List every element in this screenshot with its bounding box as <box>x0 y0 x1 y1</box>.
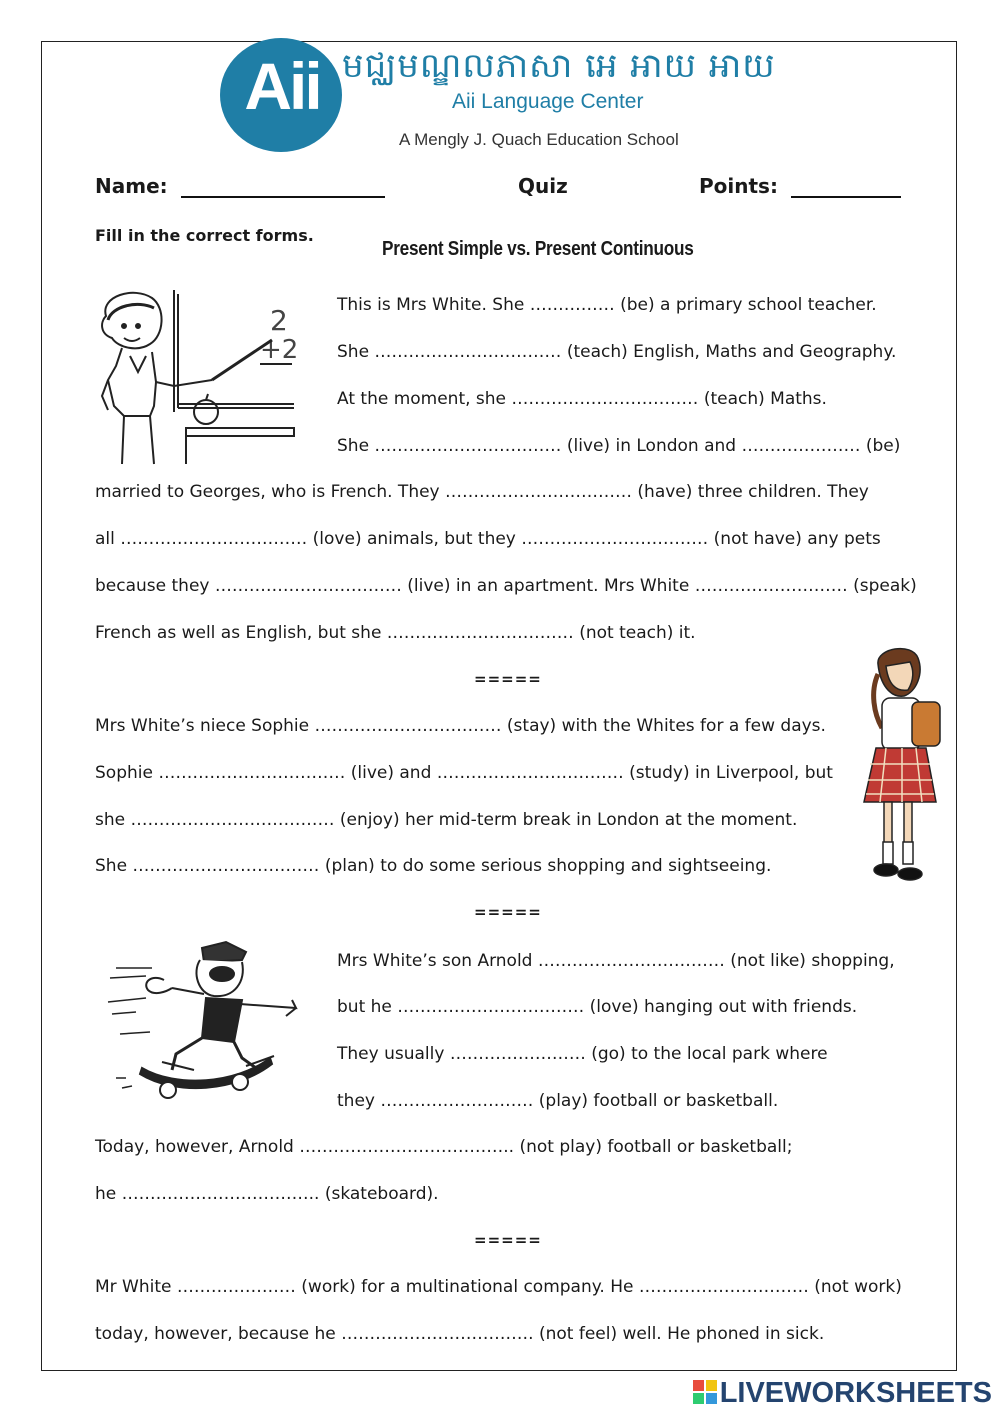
teacher-illustration <box>94 286 300 466</box>
name-blank[interactable] <box>181 195 385 198</box>
p1-line-7[interactable]: because they …………………………… (live) in an apartment. Mrs White ……………………… (speak) <box>95 576 917 596</box>
p1-line-8[interactable]: French as well as English, but she …………………………… (not teach) it. <box>95 623 696 643</box>
brand-text: LIVEWORKSHEETS <box>719 1377 992 1409</box>
p1-line-5[interactable]: married to Georges, who is French. They …………………………… (have) three children. They <box>95 482 869 502</box>
p2-line-2[interactable]: Sophie …………………………… (live) and …………………………… (study) in Liverpool, but <box>95 763 833 783</box>
p1-line-6[interactable]: all …………………………… (love) animals, but they …………………………… (not have) any pets <box>95 529 881 549</box>
liveworksheets-brand <box>693 1377 992 1410</box>
svg-text:2: 2 <box>270 304 288 337</box>
logo-letters: Aii <box>244 49 320 123</box>
worksheet-title: Present Simple vs. Present Continuous <box>382 238 694 260</box>
logo-school: A Mengly J. Quach Education School <box>399 130 679 149</box>
logo-center-name: Aii Language Center <box>452 90 644 113</box>
p1-line-1[interactable]: This is Mrs White. She …………… (be) a primary school teacher. <box>337 295 877 315</box>
name-label: Name: <box>95 174 168 198</box>
p3-line-4[interactable]: they ……………………… (play) football or basketball. <box>337 1091 779 1111</box>
p4-line-2[interactable]: today, however, because he ……………………………. (not feel) well. He phoned in sick. <box>95 1324 825 1344</box>
separator-2: ===== <box>474 903 542 921</box>
svg-text:+2: +2 <box>260 335 299 365</box>
skateboarder-illustration <box>106 938 302 1108</box>
p3-line-2[interactable]: but he …………………………… (love) hanging out with friends. <box>337 997 858 1017</box>
name-field <box>95 174 385 198</box>
logo-khmer-name: មជ្ឈមណ្ឌលភាសា អេ អាយ អាយ <box>342 46 776 86</box>
p2-line-3[interactable]: she ……………………………… (enjoy) her mid-term break in London at the moment. <box>95 810 798 830</box>
instruction: Fill in the correct forms. <box>95 226 314 245</box>
separator-1: ===== <box>474 670 542 688</box>
points-blank[interactable] <box>791 195 901 198</box>
p3-line-6[interactable]: he …………………………….. (skateboard). <box>95 1184 439 1204</box>
p4-line-1[interactable]: Mr White ………………… (work) for a multinational company. He ………………………… (not work) <box>95 1277 902 1297</box>
points-label: Points: <box>699 174 778 198</box>
points-field <box>699 174 901 198</box>
p2-line-1[interactable]: Mrs White’s niece Sophie …………………………… (stay) with the Whites for a few days. <box>95 716 826 736</box>
liveworksheets-logo-icon <box>693 1380 717 1404</box>
p1-line-4[interactable]: She …………………………… (live) in London and ………………… (be) <box>337 436 901 456</box>
separator-3: ===== <box>474 1231 542 1249</box>
p3-line-1[interactable]: Mrs White’s son Arnold …………………………… (not like) shopping, <box>337 951 895 971</box>
p3-line-3[interactable]: They usually …………………… (go) to the local park where <box>337 1044 828 1064</box>
quiz-label: Quiz <box>518 174 568 198</box>
p1-line-2[interactable]: She …………………………… (teach) English, Maths and Geography. <box>337 342 897 362</box>
p1-line-3[interactable]: At the moment, she …………………………… (teach) Maths. <box>337 389 827 409</box>
p3-line-5[interactable]: Today, however, Arnold ……………………………….. (not play) football or basketball; <box>95 1137 793 1157</box>
girl-illustration <box>856 644 946 886</box>
p2-line-4[interactable]: She …………………………… (plan) to do some serious shopping and sightseeing. <box>95 856 772 876</box>
